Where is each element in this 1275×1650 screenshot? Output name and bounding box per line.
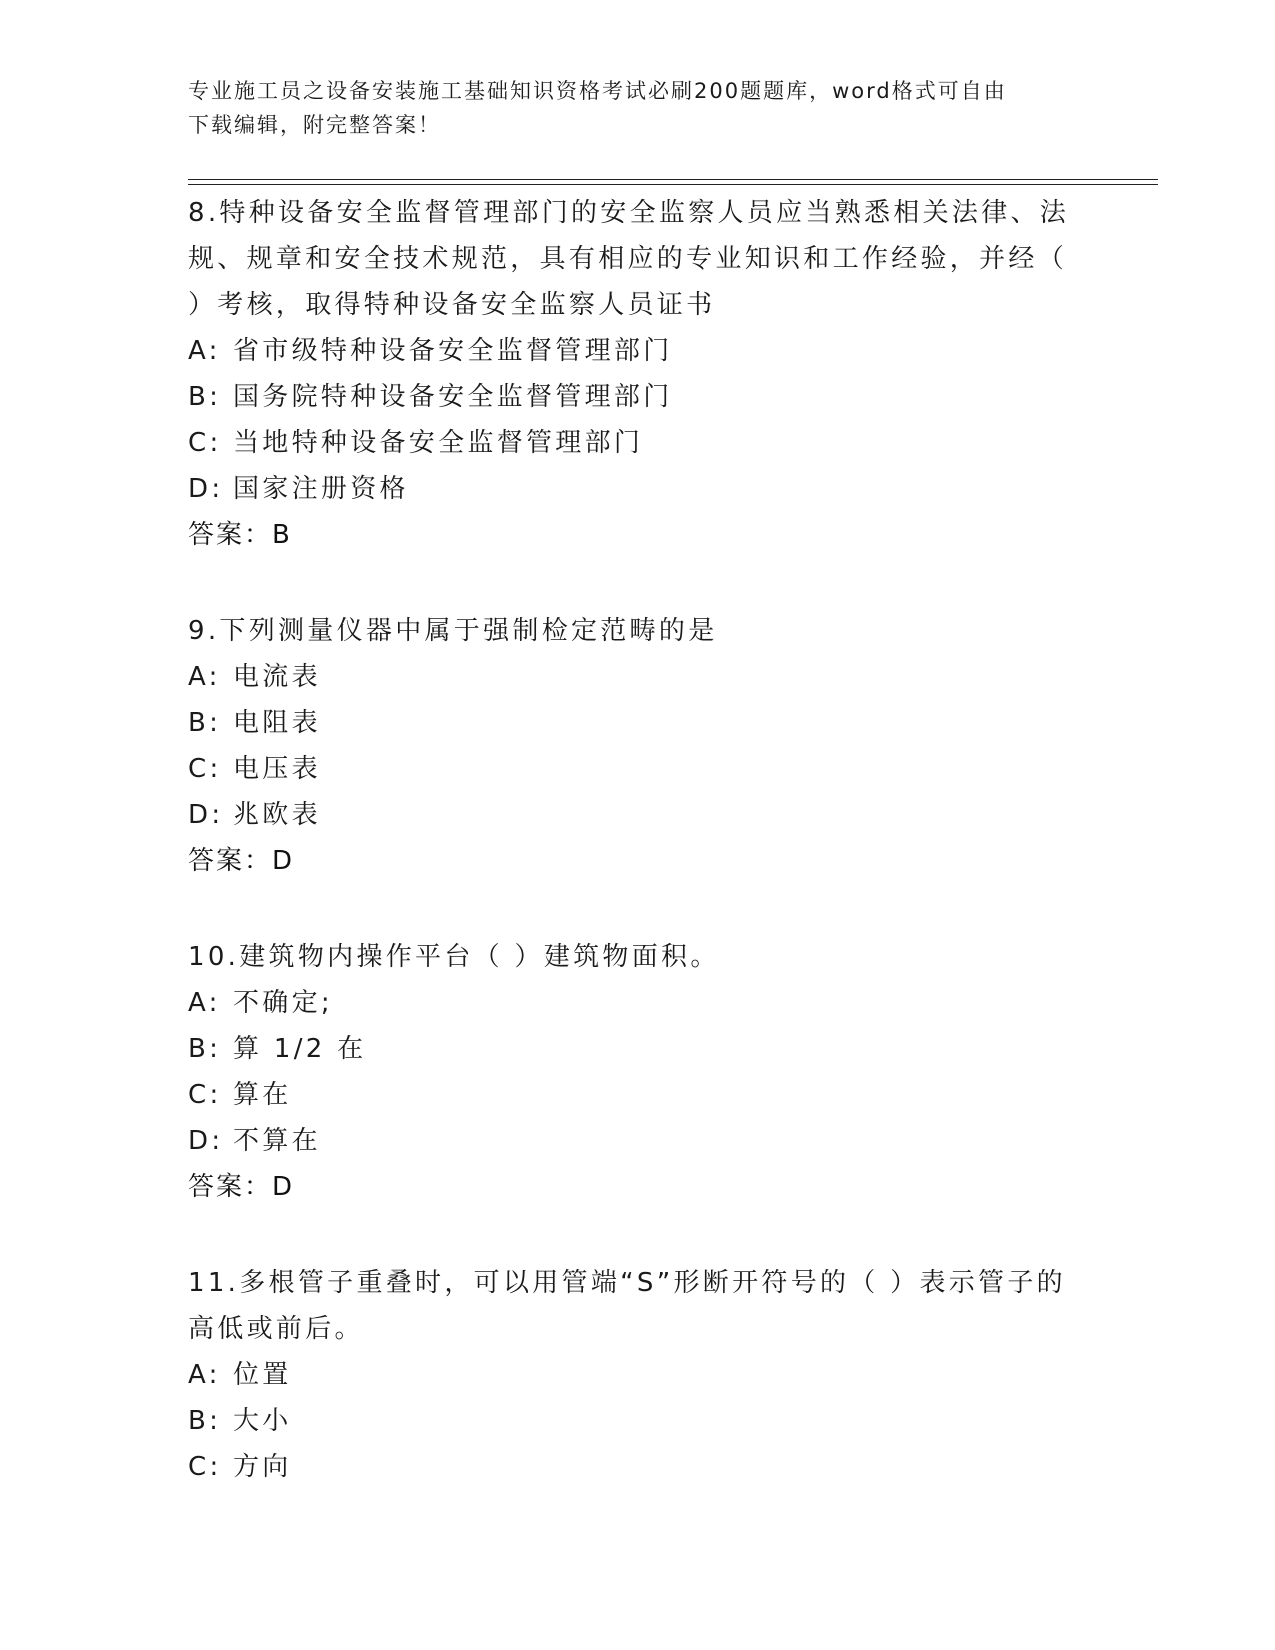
option-key: C: <box>188 754 222 784</box>
question-stem-line: 10.建筑物内操作平台（ ）建筑物面积。 <box>188 942 720 972</box>
option-text: 电压表 <box>233 754 321 784</box>
option-b <box>188 374 1088 420</box>
header-line-1: 专业施工员之设备安装施工基础知识资格考试必刷200题题库，word格式可自由 <box>188 79 1007 103</box>
answer-line: 答案：D <box>188 846 295 876</box>
question-11 <box>188 1260 1088 1490</box>
option-key: D: <box>188 1126 224 1156</box>
option-key: B: <box>188 382 222 412</box>
option-text: 兆欧表 <box>233 800 321 830</box>
option-text: 电流表 <box>233 662 321 692</box>
question-stem-line: 9.下列测量仪器中属于强制检定范畴的是 <box>188 616 718 646</box>
question-stem-line: 11.多根管子重叠时，可以用管端“S”形断开符号的（ ）表示管子的 <box>188 1268 1066 1298</box>
option-text: 算 1/2 在 <box>233 1034 367 1064</box>
option-key: A: <box>188 988 221 1018</box>
question-stem-line: ）考核，取得特种设备安全监察人员证书 <box>188 290 716 320</box>
option-key: D: <box>188 800 224 830</box>
option-key: C: <box>188 1080 222 1110</box>
option-key: A: <box>188 662 221 692</box>
question-10 <box>188 934 1088 1210</box>
answer-line: 答案：B <box>188 520 292 550</box>
answer-line: 答案：D <box>188 1172 295 1202</box>
option-text: 当地特种设备安全监督管理部门 <box>233 428 644 458</box>
option-c <box>188 1072 1088 1118</box>
option-key: B: <box>188 1406 222 1436</box>
header-divider-bottom <box>188 184 1158 185</box>
option-text: 国务院特种设备安全监督管理部门 <box>233 382 673 412</box>
question-stem-line: 规、规章和安全技术规范，具有相应的专业知识和工作经验，并经（ <box>188 244 1068 274</box>
option-text: 国家注册资格 <box>233 474 409 504</box>
document-header <box>188 74 1088 142</box>
option-b <box>188 1398 1088 1444</box>
option-d <box>188 1118 1088 1164</box>
option-key: B: <box>188 708 222 738</box>
question-list <box>188 190 1088 1540</box>
option-text: 省市级特种设备安全监督管理部门 <box>233 336 673 366</box>
option-text: 不确定; <box>233 988 333 1018</box>
option-text: 大小 <box>233 1406 292 1436</box>
question-9 <box>188 608 1088 884</box>
option-c <box>188 746 1088 792</box>
option-key: C: <box>188 1452 222 1482</box>
question-stem-line: 高低或前后。 <box>188 1314 364 1344</box>
option-b <box>188 700 1088 746</box>
option-b <box>188 1026 1088 1072</box>
option-d <box>188 792 1088 838</box>
option-key: C: <box>188 428 222 458</box>
option-c <box>188 1444 1088 1490</box>
header-divider-top <box>188 179 1158 180</box>
option-c <box>188 420 1088 466</box>
option-a <box>188 328 1088 374</box>
option-d <box>188 466 1088 512</box>
option-text: 算在 <box>233 1080 292 1110</box>
option-text: 位置 <box>233 1360 292 1390</box>
option-a <box>188 654 1088 700</box>
question-8 <box>188 190 1088 558</box>
option-key: A: <box>188 336 221 366</box>
option-text: 电阻表 <box>233 708 321 738</box>
question-stem-line: 8.特种设备安全监督管理部门的安全监察人员应当熟悉相关法律、法 <box>188 198 1070 228</box>
option-key: B: <box>188 1034 222 1064</box>
option-a <box>188 980 1088 1026</box>
option-text: 不算在 <box>233 1126 321 1156</box>
option-key: D: <box>188 474 224 504</box>
option-a <box>188 1352 1088 1398</box>
option-key: A: <box>188 1360 221 1390</box>
header-line-2: 下载编辑，附完整答案！ <box>188 113 441 137</box>
option-text: 方向 <box>233 1452 292 1482</box>
